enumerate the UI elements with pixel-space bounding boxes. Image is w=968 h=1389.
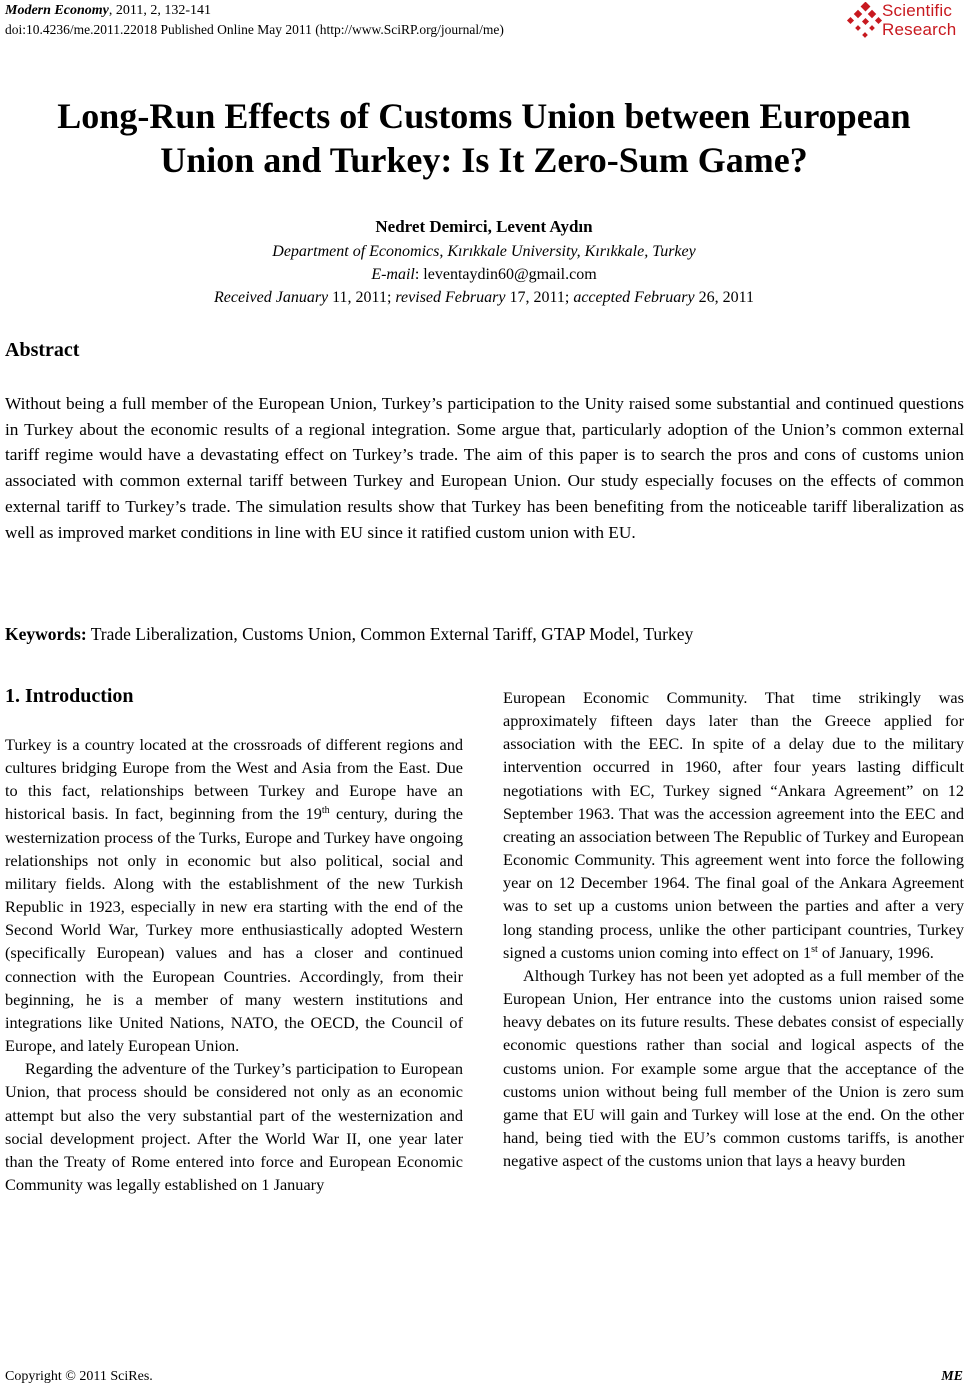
- section-heading-introduction: 1. Introduction: [5, 685, 134, 707]
- title-line-2: Union and Turkey: Is It Zero-Sum Game?: [160, 140, 808, 180]
- email-label: E-mail: [371, 266, 415, 283]
- abstract-text: Without being a full member of the European Union, Turkey’s participation to the Unity raised some substantial and continued questions in Turkey about the economic results of a regional integration. Some argue that, particularly adoption of the Union’s common external tariff regime would have a devastating effect on Turkey’s trade. The aim of this paper is to search the pros and cons of customs union associated with common external tariff between Turkey and European Union. Our study especially focuses on the effects of common external tariff to Turkey’s trade. The simulation results show that Turkey has been benefiting from the noticeable tariff liberalization as well as improved market conditions in line with EU since it ratified custom union with EU.: [5, 394, 964, 542]
- logo-text-line2: Research: [882, 20, 957, 39]
- intro-p3-text-b: of January, 1996.: [817, 942, 934, 962]
- email-value: : leventaydin60@gmail.com: [414, 266, 597, 283]
- received-label: Received January: [213, 289, 329, 306]
- left-column: [5, 733, 463, 1196]
- accepted-label: accepted February: [573, 289, 695, 306]
- journal-citation: [5, 2, 211, 20]
- intro-paragraph-4: Although Turkey has not been yet adopted as a full member of the European Union, Her entrance into the customs union raised some heavy debates on its future results. These debates consist of especially economic questions rather than social and logical aspects of the customs union. For example some argue that the acceptance of the customs union without being full member of the Union is zero sum game that EU will gain and Turkey will lose at the end. On the other hand, being tied with the EU’s common customs tariffs, is another negative aspect of the customs union that lays a heavy burden: [503, 965, 964, 1171]
- dates-line: [0, 287, 968, 309]
- received-value: 11, 2011;: [328, 289, 396, 306]
- right-column: [503, 686, 964, 1172]
- intro-p3-sup: st: [811, 943, 818, 955]
- revised-value: 17, 2011;: [505, 289, 574, 306]
- affiliation: Department of Economics, Kırıkkale University, Kırıkkale, Turkey: [272, 243, 696, 260]
- abstract-heading: Abstract: [5, 339, 80, 361]
- journal-abbreviation: ME: [941, 1369, 963, 1384]
- intro-p3-text-a: European Economic Community. That time strikingly was approximately fifteen days later than the Greece applied for association with the EEC. In spite of a delay due to the military intervention occurred in 1960, after four years lasting difficult negotiations with EC, Turkey signed “Ankara Agreement” on 12 September 1963. That was the accession agreement into the EEC and creating an association between The Republic of Turkey and European Economic Community. This agreement went into force the following year on 12 December 1964. The final goal of the Ankara Agreement was to set up a customs union between the parties and after a very long standing process, unlike the other participant countries, Turkey signed a customs union coming into effect on 1: [503, 688, 964, 962]
- intro-p1-text-a: Turkey is a country located at the crossroads of different regions and cultures bridging Europe from the West and Asia from the East. Due to this fact, relationships between Turkey and Europe have an historical basis. In fact, beginning from the 19: [5, 735, 463, 824]
- keywords: [5, 622, 693, 646]
- email-line: [0, 264, 968, 286]
- paper-title: [0, 94, 968, 182]
- title-line-1: Long-Run Effects of Customs Union between European: [57, 96, 911, 136]
- intro-paragraph-3: [503, 686, 964, 964]
- publisher-logo: [846, 0, 966, 44]
- accepted-value: 26, 2011: [694, 289, 754, 306]
- doi-line: doi:10.4236/me.2011.22018 Published Online May 2011 (http://www.SciRP.org/journal/me): [5, 22, 504, 37]
- authors: Nedret Demirci, Levent Aydın: [375, 217, 593, 236]
- copyright: Copyright © 2011 SciRes.: [5, 1369, 153, 1384]
- revised-label: revised February: [395, 289, 506, 306]
- intro-paragraph-1: [5, 733, 463, 1057]
- keywords-text: Trade Liberalization, Customs Union, Common External Tariff, GTAP Model, Turkey: [86, 624, 694, 644]
- journal-name: Modern Economy: [5, 3, 109, 18]
- journal-issue: , 2011, 2, 132-141: [108, 3, 211, 18]
- intro-p1-sup: th: [321, 805, 330, 817]
- keywords-label: Keywords:: [5, 624, 87, 644]
- intro-p1-text-b: century, during the westernization process of the Turks, Europe and Turkey have ongoing relationships not only in economic but also political, social and military fields. Along with the establishment of the new Turkish Republic in 1923, especially in new era starting with the end of the Second World War, Turkey more enthusiastically adopted Western (specifically European) values and has a closer and continued connection with the European Countries. Accordingly, from their beginning, he is a member of many western institutions and integrations like United Nations, NATO, the OECD, the Council of Europe, and lately European Union.: [5, 804, 463, 1056]
- intro-paragraph-2: Regarding the adventure of the Turkey’s participation to European Union, that process should be considered not only as an economic attempt but also the very substantial part of the westernization and social development project. After the World War II, one year later than the Treaty of Rome entered into force and European Economic Community was legally established on 1 January: [5, 1059, 463, 1194]
- publisher-logo-icon: [846, 2, 886, 42]
- logo-text-line1: Scientific: [882, 1, 953, 20]
